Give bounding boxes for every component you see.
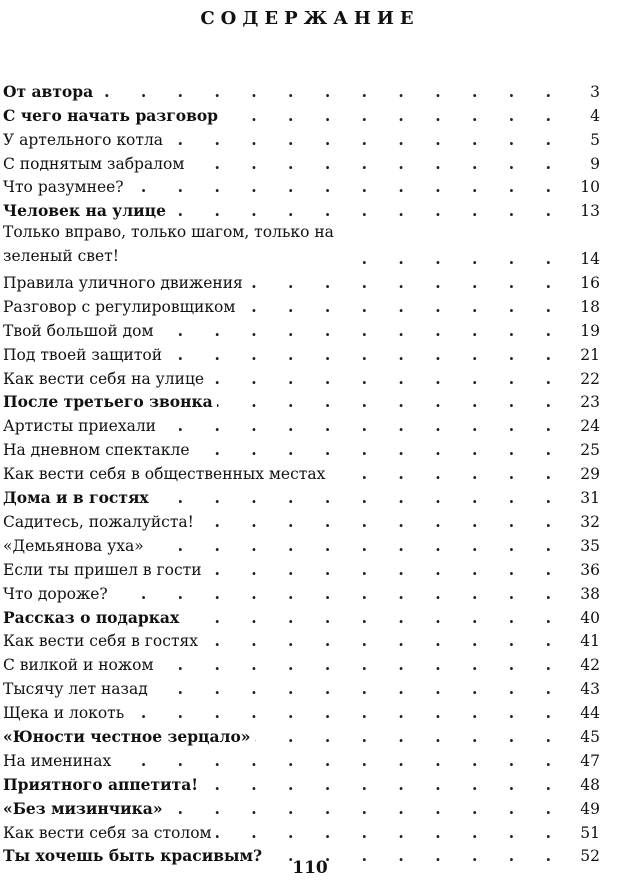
toc-entry-page: 3 [590,82,600,101]
dot-leader [115,751,564,771]
toc-entry-title: Садитесь, пожалуйста! [3,512,198,532]
dot-leader [158,655,564,675]
toc-entry [3,723,600,747]
toc-entry-title: «Юности честное зерцало» [3,727,255,747]
toc-entry-page: 23 [580,393,600,412]
toc-entry-page: 32 [580,512,600,531]
toc-entry-title: Ты хочешь быть красивым? [3,846,266,866]
toc-entry-title: Человек на улице [3,201,170,221]
dot-leader [158,321,564,341]
toc-entry-page: 40 [580,608,600,627]
toc-entry-title: На именинах [3,751,115,771]
toc-entry-title: С вилкой и ножом [3,655,158,675]
toc-entry-page: 4 [590,106,600,125]
toc-entry-title: «Демьянова уха» [3,536,148,556]
toc-entry [3,532,600,556]
toc-entry [3,174,600,198]
dot-leader [97,82,564,102]
dot-leader [208,369,564,389]
toc-entry [3,651,600,675]
toc-entry-title: С чего начать разговор [3,106,222,126]
toc-entry-page: 35 [580,536,600,555]
toc-entry [3,365,600,389]
toc-entry-title: Разговор с регулировщиком [3,297,239,317]
toc-entry [3,556,600,580]
toc-entry-title: Как вести себя в общественных местах [3,464,329,484]
toc-entry-title: Под твоей защитой [3,345,166,365]
toc-entry [3,795,600,819]
toc-entry-title: Правила уличного движения [3,273,247,293]
dot-leader [153,488,564,508]
toc-entry-title: У артельного котла [3,130,167,150]
toc-entry [3,150,600,174]
toc-entry-page: 10 [580,178,600,197]
dot-leader [166,345,564,365]
toc-entry-title: Как вести себя за столом [3,823,216,843]
toc-entry-page: 29 [580,465,600,484]
toc-entry-page: 22 [580,369,600,388]
toc-entry-page: 36 [580,560,600,579]
toc-entry-title: Если ты пришел в гости [3,560,206,580]
toc-entry-title: С поднятым забралом [3,154,188,174]
dot-leader [160,416,564,436]
toc-entry [3,508,600,532]
toc-entry-page: 43 [580,680,600,699]
toc-entry-page: 24 [580,417,600,436]
dot-leader [216,823,564,843]
dot-leader [194,440,565,460]
toc-entry [3,628,600,652]
page-number: 110 [292,858,328,878]
toc-entry [3,221,600,269]
dot-leader [167,130,564,150]
toc-entry-page: 31 [580,489,600,508]
dot-leader [329,464,564,484]
dot-leader [170,201,564,221]
toc-entry-title: Только вправо, только шагом, только на зеленый свет! [3,221,352,269]
toc-entry [3,484,600,508]
toc-entry-title: Приятного аппетита! [3,775,202,795]
toc-entry [3,771,600,795]
toc-entry-title: От автора [3,82,97,102]
page-title: СОДЕРЖАНИЕ [200,8,420,29]
toc-entry-title: Твой большой дом [3,321,158,341]
toc-entry-page: 45 [580,727,600,746]
toc-entry-page: 18 [580,297,600,316]
toc-entry-title: Рассказ о подарках [3,608,183,628]
toc-entry-title: Как вести себя в гостях [3,631,202,651]
toc-entry [3,341,600,365]
table-of-contents [3,78,600,866]
toc-entry [3,269,600,293]
dot-leader [217,392,564,412]
toc-entry [3,78,600,102]
toc-entry-page: 13 [580,202,600,221]
dot-leader [206,560,564,580]
toc-entry-page: 41 [580,632,600,651]
toc-entry [3,819,600,843]
dot-leader [198,512,564,532]
toc-entry [3,675,600,699]
toc-entry [3,460,600,484]
dot-leader [352,249,564,269]
dot-leader [128,703,564,723]
dot-leader [128,177,564,197]
toc-entry-page: 51 [580,823,600,842]
dot-leader [202,775,564,795]
toc-entry-page: 21 [580,345,600,364]
toc-entry-page: 49 [580,799,600,818]
toc-entry [3,580,600,604]
dot-leader [239,297,564,317]
dot-leader [255,727,565,747]
toc-entry-page: 19 [580,321,600,340]
dot-leader [148,536,564,556]
toc-entry [3,747,600,771]
toc-entry [3,699,600,723]
toc-entry [3,293,600,317]
dot-leader [202,631,564,651]
toc-entry-page: 25 [580,441,600,460]
toc-entry-title: Щека и локоть [3,703,128,723]
dot-leader [222,106,564,126]
dot-leader [247,273,564,293]
dot-leader [167,799,564,819]
toc-entry [3,317,600,341]
toc-entry-page: 38 [580,584,600,603]
toc-entry-title: Как вести себя на улице [3,369,208,389]
toc-entry-title: «Без мизинчика» [3,799,167,819]
toc-entry-title: Дома и в гостях [3,488,153,508]
toc-entry-page: 16 [580,274,600,293]
toc-entry [3,436,600,460]
toc-entry-title: Артисты приехали [3,416,160,436]
toc-entry-title: На дневном спектакле [3,440,194,460]
toc-entry-page: 5 [590,130,600,149]
toc-entry-page: 14 [580,250,600,269]
toc-entry-title: Что разумнее? [3,177,128,197]
toc-entry [3,412,600,436]
toc-entry [3,126,600,150]
toc-entry-title: Тысячу лет назад [3,679,152,699]
dot-leader [112,584,564,604]
toc-entry-page: 9 [590,154,600,173]
toc-entry [3,197,600,221]
toc-entry-title: После третьего звонка [3,392,217,412]
toc-entry [3,389,600,413]
toc-entry-page: 48 [580,775,600,794]
toc-entry-title: Что дороже? [3,584,112,604]
toc-entry-page: 47 [580,751,600,770]
dot-leader [183,608,564,628]
dot-leader [152,679,564,699]
toc-entry [3,604,600,628]
toc-entry-page: 42 [580,656,600,675]
toc-entry-page: 52 [580,847,600,866]
toc-entry [3,102,600,126]
dot-leader [188,154,564,174]
toc-entry-page: 44 [580,704,600,723]
